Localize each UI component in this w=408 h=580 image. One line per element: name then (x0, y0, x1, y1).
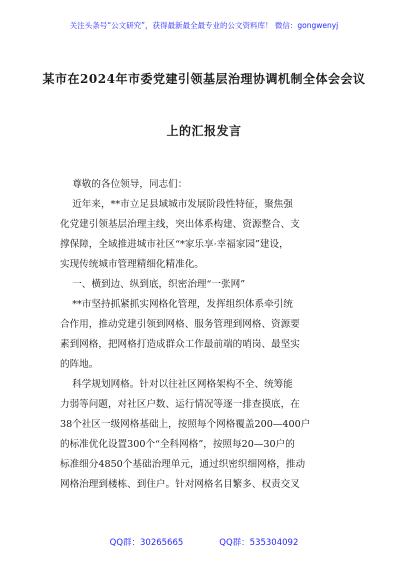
footer-qq-group-2: QQ群：535304092 (219, 538, 299, 548)
body-line: 实现传统城市管理精细化精准化。 (60, 259, 204, 270)
document-title-line-1: 某市在2024年市委党建引领基层治理协调机制全体会会议 (42, 72, 366, 86)
body-line: 化党建引领基层治理主线，突出体系构建、资源整合、支 (60, 219, 300, 230)
body-line: 尊敬的各位领导，同志们： (60, 179, 188, 190)
body-line: 科学规划网格。针对以往社区网格架构不全、统筹能 (60, 379, 293, 390)
header-banner: 关注头条号“公文研究”，获得最新最全最专业的公文资料库！ 微信：gongwenyj (69, 21, 339, 30)
body-line: 标准细分4850个基础治理单元，通过织密织细网格，推动 (60, 459, 306, 470)
document-body (60, 175, 356, 495)
section-heading: 一、横到边、纵到底，织密治理“一张网” (60, 279, 246, 290)
body-line: 合作用，推动党建引领到网格、服务管理到网格、资源要 (60, 319, 300, 330)
body-line: 素到网格，把网格打造成群众工作最前端的哨岗、最坚实 (60, 339, 300, 350)
body-line: 网格治理到楼栋、到住户。针对网格名目繁多、权责交叉 (60, 479, 300, 490)
body-line: 的标准优化设置300个“全科网格”，按照每20—30户的 (60, 439, 295, 450)
document-title-line-2: 上的汇报发言 (166, 124, 242, 138)
body-line: 撑保障，全域推进城市社区“*家乐享·幸福家园”建设， (60, 239, 289, 250)
footer-qq-group-1: QQ群：30265665 (109, 538, 184, 548)
body-line: 近年来，**市立足县域城市发展阶段性特征，聚焦强 (60, 199, 293, 210)
body-line: 38个社区一级网格基础上，按照每个网格覆盖200—400户 (60, 419, 311, 430)
body-line: 力弱等问题，对社区户数、运行情况等逐一排查摸底，在 (60, 399, 300, 410)
footer-contact (0, 536, 408, 548)
body-line: **市坚持抓紧抓实网格化管理，发挥组织体系牵引统 (60, 299, 293, 310)
body-line: 的阵地。 (60, 359, 99, 370)
